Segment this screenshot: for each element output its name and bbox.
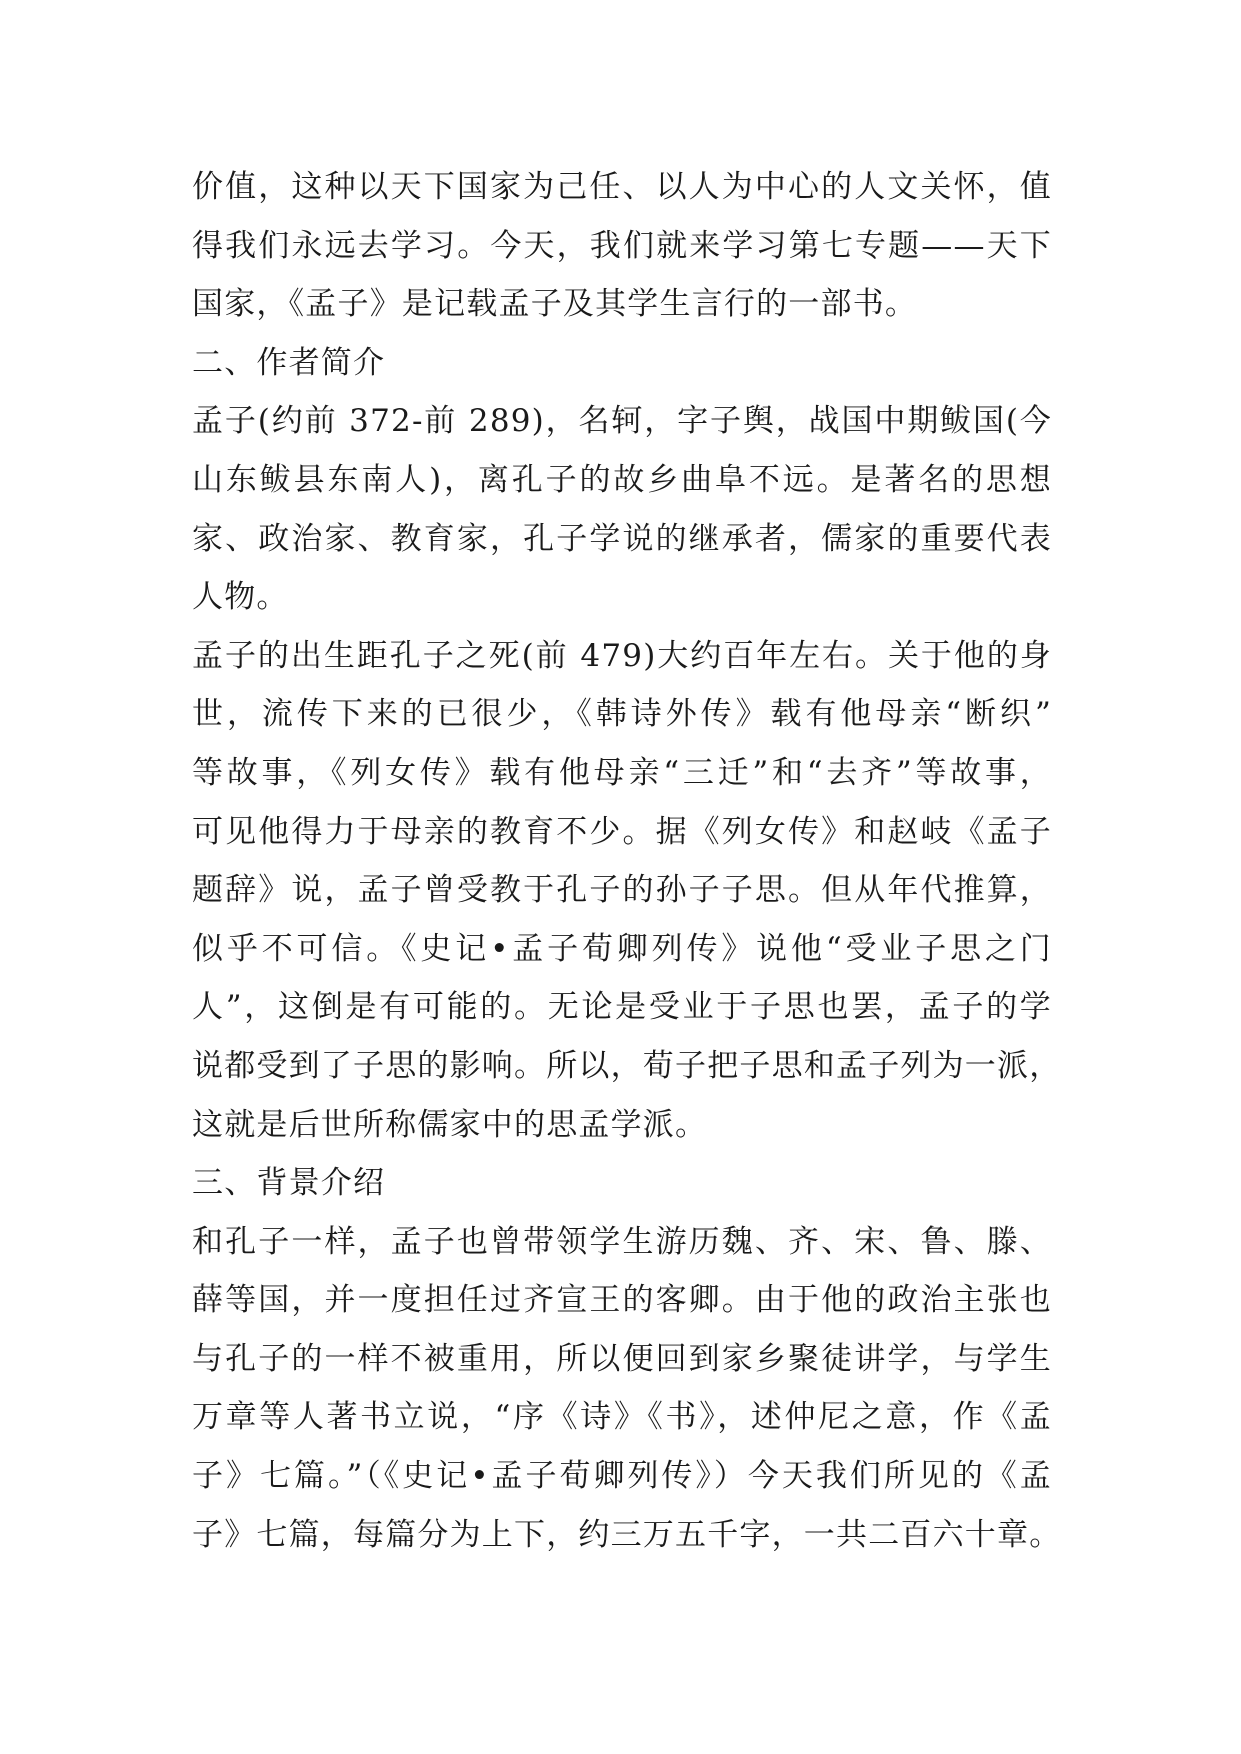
- text-line: 子》七篇，每篇分为上下，约三万五千字，一共二百六十章。: [192, 1516, 1062, 1553]
- text-line: 家、政治家、教育家，孔子学说的继承者，儒家的重要代表: [192, 520, 1052, 557]
- text-line: 万章等人著书立说，“序《诗》《书》，述仲尼之意，作《孟: [192, 1399, 1052, 1436]
- text-line: 孟子的出生距孔子之死(前 479)大约百年左右。关于他的身: [192, 637, 1052, 674]
- text-line: 价值，这种以天下国家为己任、以人为中心的人文关怀，值: [192, 169, 1052, 205]
- text-line: 薛等国，并一度担任过齐宣王的客卿。由于他的政治主张也: [192, 1282, 1052, 1319]
- text-line: 与孔子的一样不被重用，所以便回到家乡聚徒讲学，与学生: [192, 1340, 1052, 1377]
- text-line: 和孔子一样，孟子也曾带领学生游历魏、齐、宋、鲁、滕、: [192, 1223, 1052, 1260]
- text-line: 山东鲅县东南人)，离孔子的故乡曲阜不远。是著名的思想: [192, 461, 1052, 498]
- text-line: 题辞》说，孟子曾受教于孔子的孙子子思。但从年代推算，: [192, 872, 1052, 909]
- text-line: 人”，这倒是有可能的。无论是受业于子思也罢，孟子的学: [192, 989, 1052, 1026]
- text-line: 说都受到了子思的影响。所以，荀子把子思和孟子列为一派，: [192, 1047, 1062, 1084]
- section-heading-background: 三、背景介绍: [192, 1165, 386, 1202]
- text-line: 可见他得力于母亲的教育不少。据《列女传》和赵岐《孟子: [192, 813, 1052, 850]
- text-line: 得我们永远去学习。今天，我们就来学习第七专题——天下: [192, 227, 1052, 264]
- text-line: 似乎不可信。《史记•孟子荀卿列传》说他“受业子思之门: [192, 930, 1052, 967]
- text-line: 世，流传下来的已很少，《韩诗外传》载有他母亲“断织”: [192, 696, 1052, 733]
- text-line: 等故事，《列女传》载有他母亲“三迁”和“去齐”等故事，: [192, 754, 1052, 791]
- text-line: 人物。: [192, 579, 289, 616]
- text-line: 国家，《孟子》是记载孟子及其学生言行的一部书。: [192, 286, 918, 323]
- text-line: 孟子(约前 372-前 289)，名轲，字子舆，战国中期鲅国(今: [192, 403, 1052, 440]
- text-line: 子》七篇。”（《史记•孟子荀卿列传》）今天我们所见的《孟: [192, 1458, 1052, 1495]
- body-text: [192, 158, 1062, 1564]
- section-heading-author: 二、作者简介: [192, 344, 386, 381]
- text-line: 这就是后世所称儒家中的思孟学派。: [192, 1106, 708, 1143]
